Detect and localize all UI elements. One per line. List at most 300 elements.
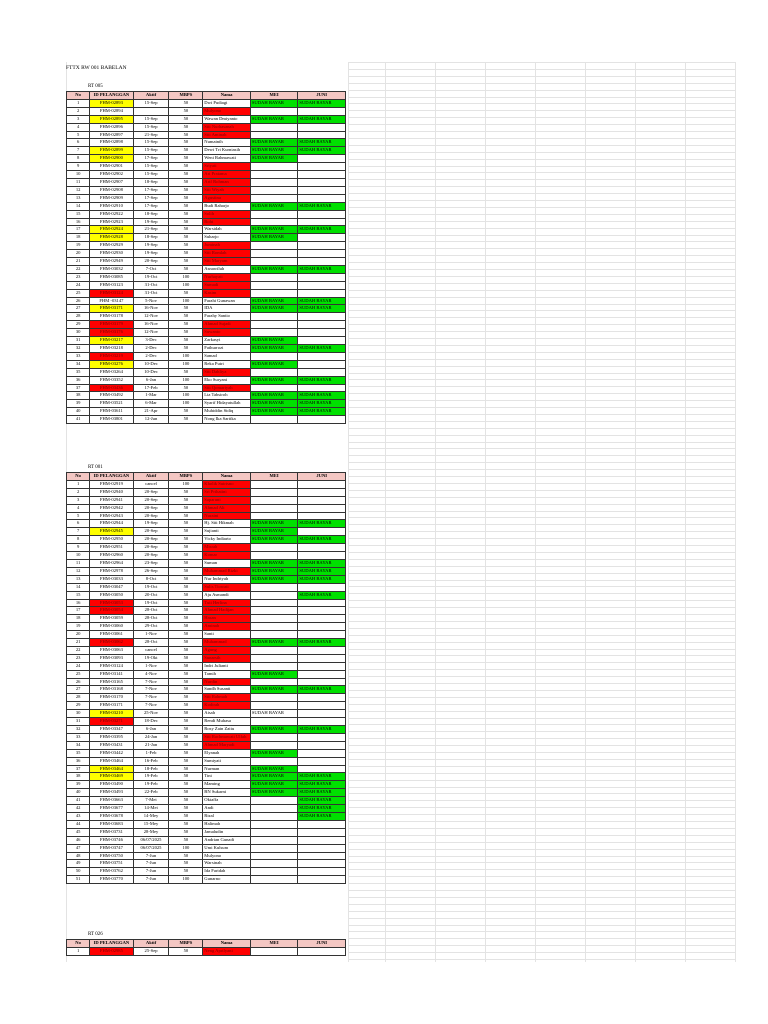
cell-nama[interactable]: Kholik Sutrisno — [203, 480, 251, 488]
cell-juni[interactable] — [298, 607, 346, 615]
cell-nama[interactable]: IDA — [203, 305, 251, 313]
cell-aktif[interactable]: 19-Oct — [133, 273, 169, 281]
cell-mbps[interactable]: 50 — [169, 773, 203, 781]
cell-mei[interactable]: SUDAH BAYAR — [250, 345, 298, 353]
cell-aktif[interactable]: 1-Mar — [133, 392, 169, 400]
cell-juni[interactable] — [298, 749, 346, 757]
cell-nama[interactable]: Vicky Indiarto — [203, 536, 251, 544]
cell-mbps[interactable]: 50 — [169, 710, 203, 718]
cell-id-pelanggan[interactable]: FHM-03063 — [90, 646, 133, 654]
cell-juni[interactable]: SUDAH BAYAR — [298, 520, 346, 528]
cell-no[interactable]: 34 — [67, 741, 90, 749]
cell-mbps[interactable]: 50 — [169, 329, 203, 337]
cell-id-pelanggan[interactable]: FHM-03431 — [90, 741, 133, 749]
cell-id-pelanggan[interactable]: FHM-02928 — [90, 234, 133, 242]
cell-no[interactable]: 40 — [67, 408, 90, 416]
cell-mbps[interactable]: 50 — [169, 820, 203, 828]
cell-mbps[interactable]: 50 — [169, 575, 203, 583]
cell-mei[interactable] — [250, 678, 298, 686]
cell-nama[interactable]: Misrah — [203, 544, 251, 552]
cell-id-pelanggan[interactable]: FHM-03683 — [90, 820, 133, 828]
cell-id-pelanggan[interactable]: FHM-03085 — [90, 273, 133, 281]
cell-mbps[interactable]: 100 — [169, 281, 203, 289]
cell-mbps[interactable]: 50 — [169, 512, 203, 520]
cell-aktif[interactable]: 19-Sep — [133, 520, 169, 528]
cell-mei[interactable]: SUDAH BAYAR — [250, 536, 298, 544]
cell-no[interactable]: 23 — [67, 654, 90, 662]
cell-mei[interactable] — [250, 242, 298, 250]
cell-mbps[interactable]: 50 — [169, 210, 203, 218]
cell-aktif[interactable]: 7-Jun — [133, 852, 169, 860]
cell-mbps[interactable]: 50 — [169, 408, 203, 416]
cell-no[interactable]: 18 — [67, 234, 90, 242]
cell-no[interactable]: 30 — [67, 329, 90, 337]
cell-juni[interactable]: SUDAH BAYAR — [298, 345, 346, 353]
cell-aktif[interactable]: 17-Sep — [133, 155, 169, 163]
cell-id-pelanggan[interactable]: FHM-03124 — [90, 289, 133, 297]
cell-mei[interactable] — [250, 631, 298, 639]
cell-no[interactable]: 10 — [67, 552, 90, 560]
cell-no[interactable]: 11 — [67, 178, 90, 186]
cell-mei[interactable] — [250, 828, 298, 836]
cell-aktif[interactable]: 21-Sep — [133, 131, 169, 139]
cell-mbps[interactable]: 50 — [169, 289, 203, 297]
cell-nama[interactable]: Nur Indriyah — [203, 575, 251, 583]
cell-nama[interactable]: Nuraini — [203, 512, 251, 520]
cell-aktif[interactable]: 15-Sep — [133, 163, 169, 171]
cell-id-pelanggan[interactable]: FHM-03053 — [90, 599, 133, 607]
cell-juni[interactable]: SUDAH BAYAR — [298, 99, 346, 107]
cell-no[interactable]: 12 — [67, 186, 90, 194]
cell-mei[interactable]: SUDAH BAYAR — [250, 528, 298, 536]
cell-aktif[interactable]: 7-Nov — [133, 694, 169, 702]
cell-id-pelanggan[interactable]: FHM-03171 — [90, 702, 133, 710]
cell-juni[interactable] — [298, 694, 346, 702]
cell-aktif[interactable]: 20-Oct — [133, 591, 169, 599]
cell-id-pelanggan[interactable]: FHM-02945 — [90, 528, 133, 536]
cell-aktif[interactable]: 28-Oct — [133, 615, 169, 623]
cell-nama[interactable]: Muhiddin Sidiq — [203, 408, 251, 416]
cell-no[interactable]: 34 — [67, 360, 90, 368]
cell-id-pelanggan[interactable]: FHM-03062 — [90, 639, 133, 647]
cell-id-pelanggan[interactable]: FHM-03436 — [90, 384, 133, 392]
cell-juni[interactable]: SUDAH BAYAR — [298, 773, 346, 781]
cell-aktif[interactable]: 6-Mar — [133, 400, 169, 408]
cell-juni[interactable] — [298, 654, 346, 662]
cell-id-pelanggan[interactable]: FHM-03395 — [90, 733, 133, 741]
cell-mbps[interactable]: 50 — [169, 115, 203, 123]
cell-no[interactable]: 4 — [67, 504, 90, 512]
cell-id-pelanggan[interactable]: FHM-03611 — [90, 408, 133, 416]
cell-aktif[interactable]: 28-Mey — [133, 828, 169, 836]
cell-juni[interactable]: SUDAH BAYAR — [298, 392, 346, 400]
cell-nama[interactable]: Sujianti — [203, 528, 251, 536]
cell-juni[interactable] — [298, 512, 346, 520]
cell-nama[interactable]: Nurdin — [203, 678, 251, 686]
cell-nama[interactable]: Siti Romlah — [203, 250, 251, 258]
cell-mbps[interactable]: 50 — [169, 670, 203, 678]
cell-id-pelanggan[interactable]: FHM-03751 — [90, 860, 133, 868]
cell-aktif[interactable]: 7-Nov — [133, 702, 169, 710]
cell-aktif[interactable]: 18-Feb — [133, 765, 169, 773]
cell-mbps[interactable]: 100 — [169, 480, 203, 488]
cell-mei[interactable] — [250, 107, 298, 115]
cell-juni[interactable] — [298, 210, 346, 218]
cell-aktif[interactable]: 3-Dec — [133, 337, 169, 345]
cell-id-pelanggan[interactable]: FHM-03469 — [90, 773, 133, 781]
cell-mei[interactable]: SUDAH BAYAR — [250, 575, 298, 583]
cell-mbps[interactable]: 50 — [169, 368, 203, 376]
cell-juni[interactable] — [298, 646, 346, 654]
cell-juni[interactable]: SUDAH BAYAR — [298, 789, 346, 797]
cell-mei[interactable]: SUDAH BAYAR — [250, 265, 298, 273]
cell-nama[interactable]: Halimah — [203, 820, 251, 828]
cell-nama[interactable]: Rohi — [203, 218, 251, 226]
cell-id-pelanggan[interactable]: FHM-03347 — [90, 726, 133, 734]
cell-juni[interactable]: SUDAH BAYAR — [298, 297, 346, 305]
cell-mei[interactable]: SUDAH BAYAR — [250, 408, 298, 416]
cell-id-pelanggan[interactable]: FHM-03663 — [90, 797, 133, 805]
cell-mei[interactable] — [250, 250, 298, 258]
cell-mbps[interactable]: 100 — [169, 273, 203, 281]
cell-mei[interactable] — [250, 480, 298, 488]
cell-mei[interactable]: SUDAH BAYAR — [250, 726, 298, 734]
cell-juni[interactable]: SUDAH BAYAR — [298, 726, 346, 734]
cell-no[interactable]: 13 — [67, 194, 90, 202]
cell-no[interactable]: 13 — [67, 575, 90, 583]
cell-mbps[interactable]: 50 — [169, 797, 203, 805]
cell-mbps[interactable]: 50 — [169, 218, 203, 226]
cell-mei[interactable] — [250, 654, 298, 662]
cell-no[interactable]: 1 — [67, 99, 90, 107]
cell-mbps[interactable]: 50 — [169, 139, 203, 147]
cell-aktif[interactable]: 20-Sep — [133, 504, 169, 512]
cell-id-pelanggan[interactable]: FHM-03165 — [90, 678, 133, 686]
cell-no[interactable]: 26 — [67, 297, 90, 305]
cell-juni[interactable] — [298, 757, 346, 765]
cell-mei[interactable] — [250, 171, 298, 179]
cell-juni[interactable] — [298, 337, 346, 345]
cell-mei[interactable] — [250, 313, 298, 321]
cell-aktif[interactable]: 31-Oct — [133, 289, 169, 297]
cell-mei[interactable]: SUDAH BAYAR — [250, 99, 298, 107]
cell-nama[interactable]: Muhammad — [203, 639, 251, 647]
cell-id-pelanggan[interactable]: FHM-02899 — [90, 147, 133, 155]
cell-mbps[interactable]: 50 — [169, 852, 203, 860]
cell-aktif[interactable]: 28-Oct — [133, 607, 169, 615]
cell-mei[interactable] — [250, 836, 298, 844]
cell-no[interactable]: 42 — [67, 805, 90, 813]
cell-aktif[interactable]: 06/07/2025 — [133, 836, 169, 844]
cell-mei[interactable] — [250, 384, 298, 392]
cell-mbps[interactable]: 100 — [169, 392, 203, 400]
cell-mbps[interactable]: 50 — [169, 781, 203, 789]
cell-id-pelanggan[interactable]: FHM-03123 — [90, 281, 133, 289]
cell-juni[interactable] — [298, 615, 346, 623]
cell-juni[interactable]: SUDAH BAYAR — [298, 376, 346, 384]
cell-mbps[interactable]: 50 — [169, 147, 203, 155]
cell-aktif[interactable]: 7-Jun — [133, 860, 169, 868]
cell-mei[interactable] — [250, 844, 298, 852]
cell-mei[interactable] — [250, 210, 298, 218]
cell-mbps[interactable]: 50 — [169, 226, 203, 234]
cell-no[interactable]: 9 — [67, 544, 90, 552]
cell-aktif[interactable]: 4-Nov — [133, 670, 169, 678]
cell-mbps[interactable]: 50 — [169, 947, 203, 955]
cell-no[interactable]: 35 — [67, 749, 90, 757]
cell-no[interactable]: 43 — [67, 812, 90, 820]
cell-nama[interactable]: Syarif Hidayatullah — [203, 400, 251, 408]
cell-aktif[interactable]: 16-Feb — [133, 757, 169, 765]
cell-nama[interactable]: Hj. Siti Hikmah — [203, 520, 251, 528]
cell-no[interactable]: 29 — [67, 702, 90, 710]
cell-aktif[interactable]: 25-Nov — [133, 710, 169, 718]
cell-aktif[interactable]: 6-Jan — [133, 726, 169, 734]
cell-no[interactable]: 27 — [67, 686, 90, 694]
cell-aktif[interactable]: 20-Sep — [133, 528, 169, 536]
cell-nama[interactable]: Suman — [203, 559, 251, 567]
cell-mbps[interactable]: 50 — [169, 686, 203, 694]
cell-mei[interactable] — [250, 860, 298, 868]
cell-nama[interactable]: Siti Aminah — [203, 131, 251, 139]
cell-juni[interactable] — [298, 876, 346, 884]
cell-juni[interactable] — [298, 718, 346, 726]
cell-juni[interactable] — [298, 702, 346, 710]
cell-no[interactable]: 40 — [67, 789, 90, 797]
cell-mbps[interactable]: 100 — [169, 876, 203, 884]
cell-juni[interactable] — [298, 186, 346, 194]
cell-id-pelanggan[interactable]: FHM-03464 — [90, 757, 133, 765]
cell-aktif[interactable]: 2-Dec — [133, 352, 169, 360]
cell-juni[interactable] — [298, 544, 346, 552]
cell-id-pelanggan[interactable]: FHM-03770 — [90, 876, 133, 884]
cell-juni[interactable] — [298, 123, 346, 131]
cell-juni[interactable] — [298, 496, 346, 504]
cell-mbps[interactable]: 50 — [169, 242, 203, 250]
cell-nama[interactable]: Rendi Muhasa — [203, 718, 251, 726]
cell-aktif[interactable]: 20-Sep — [133, 544, 169, 552]
cell-aktif[interactable]: 17-Sep — [133, 202, 169, 210]
cell-id-pelanggan[interactable]: FHM-03352 — [90, 376, 133, 384]
cell-mbps[interactable]: 50 — [169, 812, 203, 820]
cell-no[interactable]: 39 — [67, 400, 90, 408]
cell-mbps[interactable]: 50 — [169, 591, 203, 599]
cell-mei[interactable]: SUDAH BAYAR — [250, 781, 298, 789]
cell-nama[interactable]: Maming — [203, 781, 251, 789]
cell-mei[interactable] — [250, 852, 298, 860]
cell-no[interactable]: 41 — [67, 416, 90, 424]
cell-juni[interactable] — [298, 163, 346, 171]
cell-mei[interactable] — [250, 178, 298, 186]
cell-no[interactable]: 5 — [67, 512, 90, 520]
cell-no[interactable]: 2 — [67, 107, 90, 115]
cell-juni[interactable] — [298, 820, 346, 828]
cell-nama[interactable]: Suharjo — [203, 234, 251, 242]
cell-mbps[interactable]: 50 — [169, 265, 203, 273]
cell-aktif[interactable]: 19-Sep — [133, 218, 169, 226]
cell-mei[interactable] — [250, 599, 298, 607]
cell-mei[interactable] — [250, 273, 298, 281]
cell-id-pelanggan[interactable]: FHM-02893 — [90, 99, 133, 107]
cell-no[interactable]: 1 — [67, 947, 90, 955]
cell-mei[interactable] — [250, 868, 298, 876]
cell-no[interactable]: 16 — [67, 599, 90, 607]
cell-aktif[interactable]: 19-Sep — [133, 242, 169, 250]
cell-juni[interactable] — [298, 352, 346, 360]
cell-no[interactable]: 6 — [67, 139, 90, 147]
cell-mbps[interactable]: 50 — [169, 860, 203, 868]
cell-nama[interactable]: Nurhayati — [203, 273, 251, 281]
cell-nama[interactable]: Solih — [203, 210, 251, 218]
cell-aktif[interactable]: 7-Mei — [133, 797, 169, 805]
cell-mei[interactable]: SUDAH BAYAR — [250, 567, 298, 575]
cell-juni[interactable] — [298, 947, 346, 955]
cell-id-pelanggan[interactable]: FHM-02910 — [90, 202, 133, 210]
cell-mbps[interactable]: 50 — [169, 828, 203, 836]
cell-mei[interactable] — [250, 496, 298, 504]
cell-nama[interactable]: Sri Prihatini — [203, 488, 251, 496]
cell-no[interactable]: 5 — [67, 131, 90, 139]
cell-id-pelanggan[interactable]: FHM-03490 — [90, 781, 133, 789]
cell-id-pelanggan[interactable]: FHM-03217 — [90, 337, 133, 345]
cell-aktif[interactable]: 19-Oct — [133, 599, 169, 607]
cell-juni[interactable]: SUDAH BAYAR — [298, 115, 346, 123]
cell-no[interactable]: 28 — [67, 694, 90, 702]
cell-mbps[interactable]: 50 — [169, 384, 203, 392]
cell-juni[interactable] — [298, 852, 346, 860]
cell-id-pelanggan[interactable]: FHM-03176 — [90, 329, 133, 337]
cell-mei[interactable]: SUDAH BAYAR — [250, 710, 298, 718]
cell-juni[interactable]: SUDAH BAYAR — [298, 567, 346, 575]
cell-id-pelanggan[interactable]: FHM-02922 — [90, 210, 133, 218]
cell-juni[interactable] — [298, 313, 346, 321]
cell-mbps[interactable]: 50 — [169, 186, 203, 194]
cell-id-pelanggan[interactable]: FHM-03210 — [90, 710, 133, 718]
cell-mbps[interactable]: 50 — [169, 528, 203, 536]
cell-id-pelanggan[interactable]: FHM-03060 — [90, 623, 133, 631]
cell-juni[interactable] — [298, 844, 346, 852]
cell-aktif[interactable]: 8-Oct — [133, 575, 169, 583]
cell-mbps[interactable]: 50 — [169, 234, 203, 242]
cell-id-pelanggan[interactable]: FHM-02907 — [90, 178, 133, 186]
cell-juni[interactable] — [298, 583, 346, 591]
cell-id-pelanggan[interactable]: FHM-02930 — [90, 250, 133, 258]
cell-nama[interactable]: Kodirah — [203, 702, 251, 710]
cell-nama[interactable]: Warsidah — [203, 226, 251, 234]
cell-no[interactable]: 10 — [67, 171, 90, 179]
cell-id-pelanggan[interactable]: FHM-02943 — [90, 512, 133, 520]
cell-id-pelanggan[interactable]: FHM-02951 — [90, 544, 133, 552]
cell-mbps[interactable]: 100 — [169, 376, 203, 384]
cell-no[interactable]: 8 — [67, 155, 90, 163]
cell-aktif[interactable]: 15-Sep — [133, 171, 169, 179]
cell-aktif[interactable]: 15-Sep — [133, 139, 169, 147]
cell-juni[interactable] — [298, 368, 346, 376]
cell-nama[interactable]: Aju Asmandi — [203, 591, 251, 599]
cell-no[interactable]: 25 — [67, 670, 90, 678]
cell-mei[interactable] — [250, 741, 298, 749]
cell-mei[interactable] — [250, 504, 298, 512]
cell-juni[interactable]: SUDAH BAYAR — [298, 536, 346, 544]
cell-juni[interactable] — [298, 281, 346, 289]
cell-nama[interactable]: Nurman — [203, 765, 251, 773]
cell-mbps[interactable]: 50 — [169, 718, 203, 726]
cell-juni[interactable] — [298, 234, 346, 242]
cell-mei[interactable]: SUDAH BAYAR — [250, 155, 298, 163]
cell-mei[interactable] — [250, 812, 298, 820]
cell-mei[interactable] — [250, 947, 298, 955]
cell-id-pelanggan[interactable]: FHM-02950 — [90, 536, 133, 544]
cell-no[interactable]: 7 — [67, 528, 90, 536]
cell-mei[interactable] — [250, 805, 298, 813]
cell-mbps[interactable]: 50 — [169, 496, 203, 504]
cell-nama[interactable]: Tamih — [203, 670, 251, 678]
cell-mei[interactable] — [250, 368, 298, 376]
cell-mei[interactable] — [250, 820, 298, 828]
cell-no[interactable]: 14 — [67, 202, 90, 210]
cell-no[interactable]: 24 — [67, 662, 90, 670]
cell-id-pelanggan[interactable]: FHM-03061 — [90, 631, 133, 639]
cell-no[interactable]: 22 — [67, 646, 90, 654]
cell-id-pelanggan[interactable]: FHM-03264 — [90, 368, 133, 376]
cell-aktif[interactable]: 15-Sep — [133, 123, 169, 131]
cell-no[interactable]: 15 — [67, 591, 90, 599]
cell-id-pelanggan[interactable]: FHM-03054 — [90, 607, 133, 615]
cell-aktif[interactable]: 20-Sep — [133, 488, 169, 496]
cell-nama[interactable]: Asnawiluh — [203, 265, 251, 273]
cell-mbps[interactable]: 50 — [169, 733, 203, 741]
cell-juni[interactable] — [298, 258, 346, 266]
cell-aktif[interactable]: 1-Nov — [133, 631, 169, 639]
cell-id-pelanggan[interactable]: FHM-03464 — [90, 765, 133, 773]
cell-mbps[interactable]: 50 — [169, 107, 203, 115]
cell-no[interactable]: 17 — [67, 607, 90, 615]
cell-juni[interactable] — [298, 528, 346, 536]
cell-no[interactable]: 36 — [67, 757, 90, 765]
cell-mei[interactable] — [250, 591, 298, 599]
cell-mei[interactable] — [250, 583, 298, 591]
cell-nama[interactable]: Warsinah — [203, 860, 251, 868]
cell-id-pelanggan[interactable]: FHM-02960 — [90, 552, 133, 560]
cell-nama[interactable]: Ari Pratama — [203, 171, 251, 179]
cell-no[interactable]: 45 — [67, 828, 90, 836]
cell-no[interactable]: 33 — [67, 352, 90, 360]
cell-aktif[interactable]: 15-Mey — [133, 820, 169, 828]
cell-mei[interactable]: SUDAH BAYAR — [250, 392, 298, 400]
cell-no[interactable]: 33 — [67, 733, 90, 741]
cell-juni[interactable] — [298, 250, 346, 258]
cell-mei[interactable]: SUDAH BAYAR — [250, 305, 298, 313]
cell-no[interactable]: 15 — [67, 210, 90, 218]
cell-mbps[interactable]: 50 — [169, 765, 203, 773]
cell-id-pelanggan[interactable]: FHM-02949 — [90, 258, 133, 266]
cell-mei[interactable]: SUDAH BAYAR — [250, 639, 298, 647]
cell-nama[interactable]: Zarkasyi — [203, 337, 251, 345]
cell-mei[interactable] — [250, 552, 298, 560]
cell-nama[interactable]: Eko Suryani — [203, 376, 251, 384]
cell-nama[interactable]: Farahi Gunawan — [203, 297, 251, 305]
cell-id-pelanggan[interactable]: FHM-03033 — [90, 575, 133, 583]
cell-aktif[interactable]: cancel — [133, 480, 169, 488]
cell-juni[interactable] — [298, 480, 346, 488]
cell-mei[interactable]: SUDAH BAYAR — [250, 749, 298, 757]
cell-aktif[interactable]: 20-Sep — [133, 536, 169, 544]
cell-aktif[interactable]: 26-Sep — [133, 567, 169, 575]
cell-nama[interactable]: Aisah — [203, 710, 251, 718]
cell-mei[interactable] — [250, 757, 298, 765]
cell-nama[interactable]: Budi Raharjo — [203, 202, 251, 210]
cell-no[interactable]: 35 — [67, 368, 90, 376]
